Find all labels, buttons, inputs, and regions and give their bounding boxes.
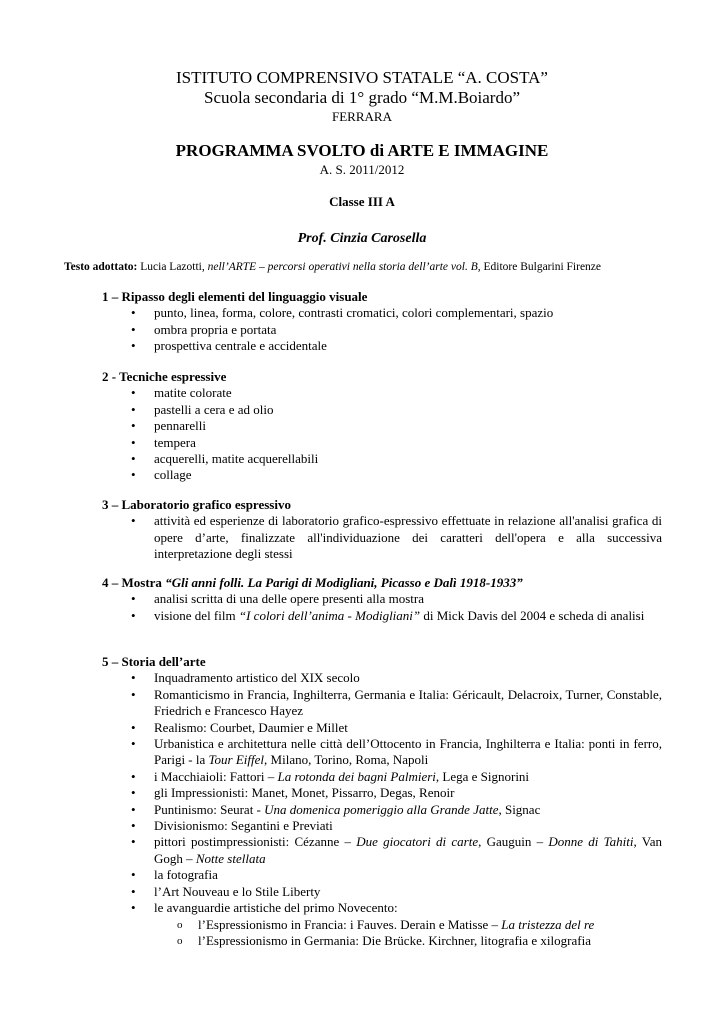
list-item — [102, 834, 662, 867]
urban-post: , Milano, Torino, Roma, Napoli — [264, 752, 429, 768]
list-item: • ombra propria e portata — [102, 322, 662, 338]
list-item: • gli Impressionisti: Manet, Monet, Pissarro, Degas, Renoir — [102, 785, 662, 801]
list-item: • pastelli a cera e ad olio — [102, 402, 662, 418]
section-heading: 2 - Tecniche espressive — [102, 369, 227, 384]
section-heading: 3 – Laboratorio grafico espressivo — [102, 497, 291, 512]
textbook-author: Lucia Lazotti, — [140, 261, 205, 273]
puntinismo-pre: Puntinismo: Seurat - — [154, 801, 265, 817]
post-italic3: Notte stellata — [195, 850, 266, 866]
list-item: • Divisionismo: Segantini e Previati — [102, 818, 662, 834]
section-5 — [102, 654, 662, 949]
section-heading: 1 – Ripasso degli elementi del linguaggio visuale — [102, 289, 368, 304]
textbook-publisher: , Editore Bulgarini Firenze — [477, 261, 602, 273]
post-mid: , Gauguin – — [478, 834, 549, 850]
section-3 — [102, 497, 662, 563]
exhibition-title: “Gli anni folli. La Parigi di Modigliani, Picasso e Dalì 1918-1933” — [165, 575, 523, 590]
list-item: • prospettiva centrale e accidentale — [102, 338, 662, 354]
class-name: Classe III A — [329, 194, 395, 209]
list-item — [102, 802, 662, 818]
list-item — [102, 736, 662, 769]
post-italic2: Donne di Tahiti — [548, 834, 634, 850]
post-italic1: Due giocatori di carte — [356, 834, 479, 850]
textbook-line — [64, 260, 664, 275]
bullet-list — [102, 305, 662, 354]
list-item: • matite colorate — [102, 385, 662, 401]
school-year: A. S. 2011/2012 — [319, 162, 405, 177]
list-item: • analisi scritta di una delle opere presenti alla mostra — [102, 591, 662, 607]
section-4 — [102, 575, 662, 624]
school-name: ISTITUTO COMPRENSIVO STATALE “A. COSTA” — [176, 68, 548, 87]
list-item: • le avanguardie artistiche del primo Novecento: — [102, 900, 662, 916]
bullet-list — [102, 513, 662, 562]
subschool-name: Scuola secondaria di 1° grado “M.M.Boiardo” — [203, 88, 521, 107]
city: FERRARA — [332, 109, 392, 124]
document-title: PROGRAMMA SVOLTO di ARTE E IMMAGINE — [175, 141, 549, 160]
professor-name: Prof. Cinzia Carosella — [297, 231, 427, 246]
list-item: • Romanticismo in Francia, Inghilterra, Germania e Italia: Géricault, Delacroix, Turner, Constable, Friedrich e Francesco Hayez — [102, 687, 662, 720]
list-item — [102, 769, 662, 785]
film-pre: visione del film — [154, 607, 239, 623]
textbook-label: Testo adottato: — [64, 261, 138, 273]
list-item: • Inquadramento artistico del XIX secolo — [102, 670, 662, 686]
post-pre: pittori postimpressionisti: Cézanne – — [154, 834, 357, 850]
macchiaioli-italic: La rotonda dei bagni Palmieri — [277, 768, 436, 784]
list-item: • acquerelli, matite acquerellabili — [102, 451, 662, 467]
list-item: • punto, linea, forma, colore, contrasti cromatici, colori complementari, spazio — [102, 305, 662, 321]
urban-pre: Urbanistica e architettura nelle città dell’Ottocento in Francia, Inghilterra e Italia: ponti in ferro, Parigi - la — [154, 736, 662, 768]
puntinismo-post: , Signac — [498, 801, 541, 817]
urban-italic: Tour Eiffel — [208, 752, 265, 768]
sub-list-item: o l’Espressionismo in Germania: Die Brücke. Kirchner, litografia e xilografia — [102, 933, 662, 949]
list-item: • tempera — [102, 435, 662, 451]
list-item: • pennarelli — [102, 418, 662, 434]
list-item: • la fotografia — [102, 867, 662, 883]
textbook-title: nell’ARTE – percorsi operativi nella storia dell’arte vol. B — [207, 261, 478, 273]
film-post: di Mick Davis del 2004 e scheda di analisi — [420, 607, 645, 623]
list-item — [102, 608, 662, 624]
bullet-list — [102, 385, 662, 483]
sub1-italic: La tristezza del re — [501, 916, 595, 932]
section-heading-prefix: 4 – Mostra — [102, 575, 166, 590]
list-item: • attività ed esperienze di laboratorio grafico-espressivo effettuate in relazione all'analisi grafica di opere d’arte, finalizzate all'individuazione dei caratteri dell'opera e alla successiva interpretazione degli stessi — [102, 513, 662, 562]
macchiaioli-pre: i Macchiaioli: Fattori – — [154, 768, 278, 784]
list-item: • collage — [102, 467, 662, 483]
macchiaioli-post: , Lega e Signorini — [435, 768, 530, 784]
list-item: • l’Art Nouveau e lo Stile Liberty — [102, 884, 662, 900]
film-title: “I colori dell’anima - Modigliani” — [238, 607, 421, 623]
sub1-pre: l’Espressionismo in Francia: i Fauves. Derain e Matisse – — [198, 916, 502, 932]
list-item: • Realismo: Courbet, Daumier e Millet — [102, 720, 662, 736]
bullet-list — [102, 670, 662, 949]
section-heading — [102, 575, 662, 591]
section-2 — [102, 369, 662, 484]
section-heading: 5 – Storia dell’arte — [102, 654, 206, 669]
bullet-list — [102, 591, 662, 624]
section-1 — [102, 289, 662, 355]
sub-list-item — [102, 917, 662, 933]
post-mid2: , Van Gogh – — [154, 834, 662, 866]
puntinismo-italic: Una domenica pomeriggio alla Grande Jatte — [264, 801, 499, 817]
